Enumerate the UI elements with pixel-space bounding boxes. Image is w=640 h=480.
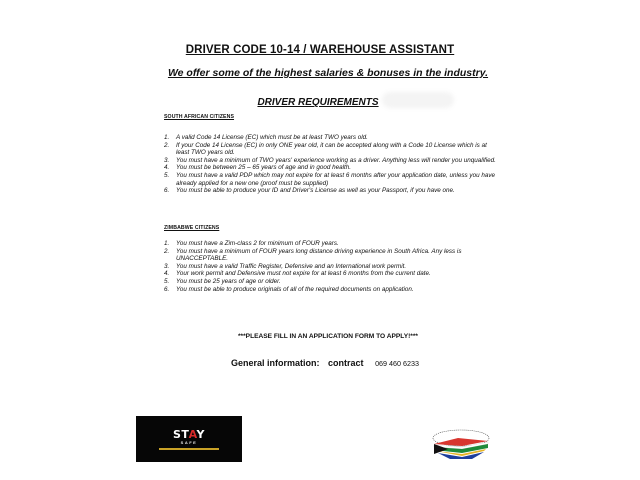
requirement-text: You must be able to produce originals of all of the required documents on application. bbox=[176, 285, 414, 293]
requirements-heading: DRIVER REQUIREMENTS bbox=[257, 97, 379, 108]
job-title: DRIVER CODE 10-14 / WAREHOUSE ASSISTANT bbox=[185, 44, 455, 56]
logo-wordmark: STAY bbox=[172, 427, 205, 441]
requirement-number: 5. bbox=[164, 171, 170, 179]
requirement-item bbox=[164, 187, 496, 195]
requirement-text: You must have a minimum of FOUR years long distance driving experience in South Africa. Any less is UNACCEPTABLE. bbox=[176, 247, 462, 263]
requirement-number: 4. bbox=[164, 270, 170, 278]
requirement-number: 1. bbox=[164, 134, 170, 141]
contact-phone[interactable]: 069 460 6233 bbox=[375, 359, 420, 368]
requirement-text: You must be able to produce your ID and Driver's License as well as your Passport, if you have one. bbox=[176, 187, 455, 195]
requirement-number: 3. bbox=[164, 262, 170, 270]
sa-citizens-heading: SOUTH AFRICAN CITIZENS bbox=[164, 114, 235, 120]
requirement-item bbox=[164, 248, 496, 263]
requirement-text: A valid Code 14 License (EC) which must be at least TWO years old. bbox=[176, 134, 368, 141]
general-info-label: General information: bbox=[231, 358, 320, 368]
requirement-text: You must have a Zim-class 2 for minimum of FOUR years. bbox=[176, 240, 339, 247]
logo-strip bbox=[159, 448, 219, 450]
requirement-text: Your work permit and Defensive must not expire for at least 6 months from the current date. bbox=[176, 270, 431, 278]
requirement-text: You must be between 25 – 65 years of age and in good health. bbox=[176, 164, 352, 172]
requirement-number: 2. bbox=[164, 141, 170, 149]
requirement-text: You must be 25 years of age or older. bbox=[176, 277, 281, 285]
requirement-text: You must have a minimum of TWO years' experience working as a driver. Anything less will render you unqualified. bbox=[176, 156, 496, 164]
requirement-item bbox=[164, 134, 496, 142]
stay-safe-logo bbox=[136, 416, 242, 462]
requirement-number: 3. bbox=[164, 156, 170, 164]
zim-citizens-heading: ZIMBABWE CITIZENS bbox=[164, 225, 220, 231]
requirement-number: 5. bbox=[164, 277, 170, 285]
contract-text: contract bbox=[328, 358, 364, 368]
requirement-number: 6. bbox=[164, 285, 170, 293]
sa-requirements-list bbox=[164, 134, 496, 195]
requirement-number: 4. bbox=[164, 164, 170, 172]
requirement-text: If your Code 14 License (EC) in only ONE year old, it can be accepted along with a Code 10 License which is at least TWO years old. bbox=[176, 141, 487, 157]
requirement-number: 2. bbox=[164, 247, 170, 255]
general-information bbox=[231, 358, 419, 368]
requirement-text: You must have a valid PDP which may not expire for at least 6 months after your application date, unless you have already applied for a new one (proof must be supplied) bbox=[176, 171, 495, 187]
salary-tagline: We offer some of the highest salaries & bonuses in the industry. bbox=[167, 67, 489, 79]
apply-note: ***PLEASE FILL IN AN APPLICATION FORM TO APPLY!*** bbox=[237, 333, 418, 340]
zim-requirements-list bbox=[164, 240, 496, 293]
logo-subtext: SAFE bbox=[180, 439, 198, 445]
requirement-item bbox=[164, 278, 496, 286]
requirement-item bbox=[164, 164, 496, 172]
requirement-item bbox=[164, 172, 496, 187]
requirement-item bbox=[164, 240, 496, 248]
requirement-number: 1. bbox=[164, 240, 170, 247]
requirement-item bbox=[164, 286, 496, 294]
requirement-number: 6. bbox=[164, 187, 170, 195]
requirement-item bbox=[164, 270, 496, 278]
requirement-item bbox=[164, 157, 496, 165]
requirement-item bbox=[164, 142, 496, 157]
requirement-text: You must have a valid Traffic Register, Defensive and an International work permit. bbox=[176, 262, 407, 270]
sa-flag-emblem-logo bbox=[428, 424, 494, 464]
requirement-item bbox=[164, 263, 496, 271]
